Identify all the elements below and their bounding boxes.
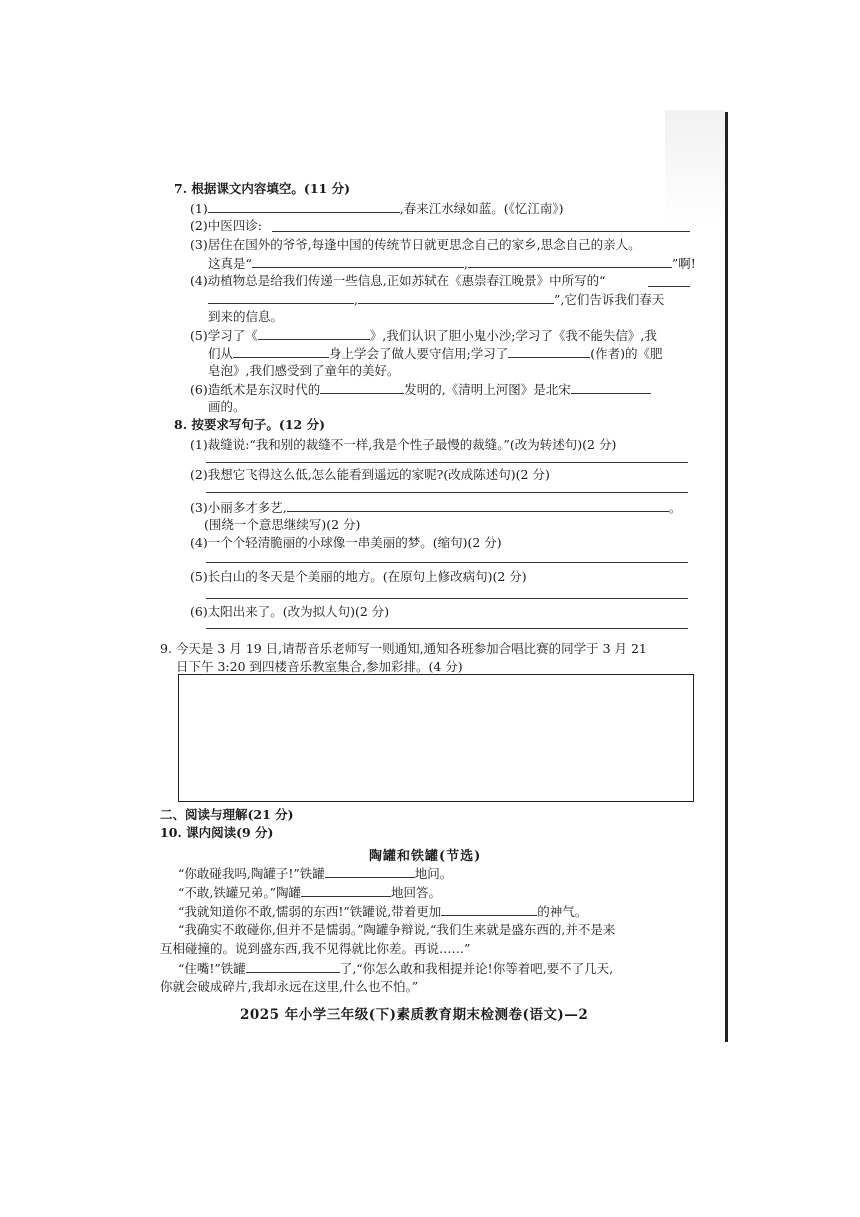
passage-p3 [178,902,587,921]
passage-p2-blank[interactable] [301,883,391,897]
q8-item2-answer-line[interactable] [206,492,688,493]
passage-p3-prefix: “我就知道你不敢,懦弱的东西!”铁罐说,带着更加 [178,904,442,919]
q7-item4-mid: , [354,292,358,307]
q9-line1: 9. 今天是 3 月 19 日,请帮音乐老师写一则通知,通知各班参加合唱比赛的同学于 3 月 21 [160,641,647,656]
scan-shadow [665,110,725,230]
passage-title: 陶罐和铁罐(节选) [369,849,482,864]
q7-item4-blank-1[interactable] [208,290,354,304]
q7-item5-suffix: 》,我们认识了胆小鬼小沙;学习了《我不能失信》,我 [369,328,657,343]
passage-p4-line1: “我确实不敢碰你,但并不是懦弱。”陶罐争辩说,“我们生来就是盛东西的,并不是来 [178,922,616,937]
q7-item3-prefix: 这真是“ [208,256,252,271]
passage-p2 [178,883,441,902]
q7-item1-suffix: ,春来江水绿如蓝。(《忆江南》) [399,201,564,216]
q7-heading: 7. 根据课文内容填空。(11 分) [174,181,350,196]
q8-item3-blank[interactable] [287,498,669,512]
q7-item5-line1 [190,326,657,345]
q7-item3-line1: (3)居住在国外的爷爷,每逢中国的传统节日就更思念自己的家乡,思念自己的亲人。 [190,237,641,252]
q7-item4-suffix: ”,它们告诉我们春天 [553,292,665,307]
q7-item3-blank-2[interactable] [468,254,672,268]
q7-item5-l2-prefix: 们从 [208,346,234,361]
q7-item3-suffix: ”啊! [671,256,696,271]
passage-p2-suffix: 地回答。 [391,885,442,900]
passage-p1 [178,864,452,883]
q7-item5-l2-suffix: (作者)的《肥 [590,346,663,361]
q8-item2: (2)我想它飞得这么低,怎么能看到遥远的家呢?(改成陈述句)(2 分) [190,467,550,482]
passage-p5-line2: 你就会破成碎片,我却永远在这里,什么也不怕。” [160,979,419,994]
q7-item6-blank-1[interactable] [320,380,404,394]
passage-p2-prefix: “不敢,铁罐兄弟。”陶罐 [178,885,302,900]
q8-item1: (1)裁缝说:“我和别的裁缝不一样,我是个性子最慢的裁缝。”(改为转述句)(2 分) [190,437,617,452]
section2-heading: 二、阅读与理解(21 分) [160,807,294,822]
passage-p1-prefix: “你敢碰我吗,陶罐子!”铁罐 [178,866,325,881]
q8-item4: (4)一个个轻清脆丽的小球像一串美丽的梦。(缩句)(2 分) [190,535,502,550]
q8-item3-note: (围绕一个意思继续写)(2 分) [204,517,361,532]
q8-item6-answer-line[interactable] [206,628,688,629]
q7-item5-l2-mid: 身上学会了做人要守信用;学习了 [329,346,509,361]
q8-item3-line1 [190,498,681,517]
q7-item1-blank[interactable] [208,199,400,213]
q7-item3-blank-1[interactable] [252,254,464,268]
passage-p5-prefix: “住嘴!”铁罐 [178,961,246,976]
q7-item4-line1: (4)动植物总是给我们传递一些信息,正如苏轼在《惠崇春江晚景》中所写的“ [190,273,606,288]
q7-item6-blank-2[interactable] [571,380,651,394]
q7-item3-mid: , [463,256,468,271]
page-footer: 2025 年小学三年级(下)素质教育期末检测卷(语文)—2 [240,1007,589,1023]
q8-item3-prefix: (3)小丽多才多艺, [190,500,287,515]
q7-item5-line2 [208,344,663,363]
q7-item5-prefix: (5)学习了《 [190,328,258,343]
q8-item3-suffix: 。 [668,500,682,515]
q7-item2-blank[interactable] [272,231,690,232]
q8-item5: (5)长白山的冬天是个美丽的地方。(在原句上修改病句)(2 分) [190,569,527,584]
page-edge-line [725,112,728,1042]
q7-item4-blank-0[interactable] [648,286,690,287]
q7-item5-blank-2[interactable] [233,344,329,358]
q10-heading: 10. 课内阅读(9 分) [160,825,274,840]
q7-item5-line3: 皂泡》,我们感受到了童年的美好。 [208,363,400,378]
q7-item1 [190,199,563,218]
q8-item6: (6)太阳出来了。(改为拟人句)(2 分) [190,604,390,619]
q8-item4-answer-line[interactable] [206,562,688,563]
q7-item6-line1 [190,380,651,399]
q7-item2: (2)中医四诊: [190,218,262,233]
q7-item3-line2 [208,254,696,273]
q7-item1-prefix: (1) [190,201,208,216]
q8-item1-answer-line[interactable] [206,462,688,463]
q7-item6-line2: 画的。 [208,399,246,414]
passage-p4-line2: 互相碰撞的。说到盛东西,我不见得就比你差。再说……” [160,941,471,956]
q7-item4-blank-2[interactable] [358,290,554,304]
passage-p3-blank[interactable] [441,902,537,916]
q8-item5-answer-line[interactable] [206,598,688,599]
q9-answer-box[interactable] [178,674,694,802]
q9-line2: 日下午 3:20 到四楼音乐教室集合,参加彩排。(4 分) [176,659,463,674]
passage-p5-suffix: 了,“你怎么敢和我相提并论!你等着吧,要不了几天, [339,961,614,976]
passage-p5-blank[interactable] [246,959,340,973]
q7-item5-blank-3[interactable] [508,344,590,358]
q7-item4-line3: 到来的信息。 [208,309,284,324]
passage-p3-suffix: 的神气。 [537,904,588,919]
q7-item4-line2 [208,290,664,309]
q7-item6-prefix: (6)造纸术是东汉时代的 [190,382,321,397]
passage-p1-blank[interactable] [325,864,415,878]
passage-p1-suffix: 地问。 [414,866,453,881]
q7-item6-mid: 发明的,《清明上河图》是北宋 [404,382,571,397]
q7-item5-blank-1[interactable] [258,326,370,340]
passage-p5-line1 [178,959,613,978]
q8-heading: 8. 按要求写句子。(12 分) [174,417,325,432]
